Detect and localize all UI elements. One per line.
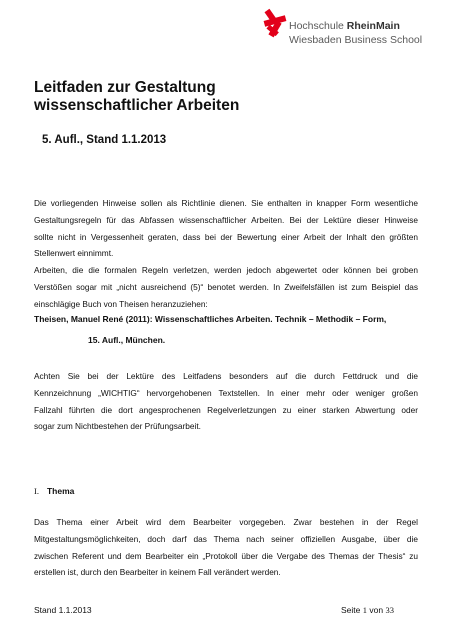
section-number: I. bbox=[34, 486, 39, 496]
text-line: Verstößen sogar mit „nicht ausreichend (5)“ benotet werden. In Zweifelsfällen ist zum Beispiel das bbox=[34, 281, 418, 292]
text-line: Kennzeichnung „WICHTIG“ hervorgehobenen Textstellen. In einer mehr oder weniger großen bbox=[34, 387, 418, 398]
star-logo-icon bbox=[261, 8, 289, 42]
edition-note: 5. Aufl., Stand 1.1.2013 bbox=[42, 134, 167, 146]
text-line: sollte nicht in Vergessenheit geraten, dass bei der Bewertung einer Arbeit der Inhalt den größten bbox=[34, 231, 418, 242]
section-title: Thema bbox=[46, 486, 75, 496]
title-line-2: wissenschaftlicher Arbeiten bbox=[34, 97, 240, 114]
text-line: Stellenwert einnimmt. bbox=[34, 248, 114, 259]
page-number: Seite 1 von 33 bbox=[341, 605, 394, 615]
document-title bbox=[34, 79, 239, 115]
text-line: Das Thema einer Arbeit wird dem Bearbeiter vorgegeben. Zwar bestehen in der Regel bbox=[34, 517, 418, 527]
section-heading bbox=[34, 486, 74, 496]
intro-paragraph bbox=[34, 195, 418, 313]
text-line: einschlägige Buch von Theisen heranzuziehen: bbox=[34, 298, 208, 309]
notice-paragraph bbox=[34, 368, 418, 435]
text-line: Arbeiten, die die formalen Regeln verletzen, werden jedoch abgewertet oder können bei groben bbox=[34, 265, 418, 276]
text-line: zwischen Referent und dem Bearbeiter ein „Protokoll über die Vergabe des Themas der Thesis“ zu bbox=[34, 550, 418, 561]
text-line: sogar zum Nichtbestehen der Prüfungsarbeit. bbox=[34, 421, 201, 432]
thema-paragraph bbox=[34, 514, 418, 581]
text-line: Fallzahl führten die dort angesprochenen Regelverletzungen zu einer starken Abwertung oder bbox=[34, 404, 418, 415]
text-line: erstellen ist, durch den Bearbeiter in keinem Fall verändert werden. bbox=[34, 567, 281, 578]
reference-citation: Theisen, Manuel René (2011): Wissenschaftliches Arbeiten. Technik – Methodik – Form, bbox=[34, 314, 387, 324]
university-logo bbox=[261, 8, 421, 56]
title-line-1: Leitfaden zur Gestaltung bbox=[34, 79, 216, 96]
reference-citation-cont: 15. Aufl., München. bbox=[88, 335, 166, 345]
text-line: Gestaltungsregeln für das Abfassen wissenschaftlicher Arbeiten. Bei der Lektüre dieser Hinweise bbox=[34, 214, 418, 225]
text-line: Die vorliegenden Hinweise sollen als Richtlinie dienen. Sie enthalten in knapper Form wesentliche bbox=[34, 198, 418, 208]
logo-line-2: Wiesbaden Business School bbox=[289, 34, 423, 46]
text-line: Mitgestaltungsmöglichkeiten, doch darf das Thema nach seiner offiziellen Ausgabe, über die bbox=[34, 533, 418, 544]
footer-date: Stand 1.1.2013 bbox=[34, 605, 92, 615]
logo-line-1: Hochschule RheinMain bbox=[289, 20, 400, 32]
text-line: Achten Sie bei der Lektüre des Leitfadens besonders auf die durch Fettdruck und die bbox=[34, 371, 418, 381]
